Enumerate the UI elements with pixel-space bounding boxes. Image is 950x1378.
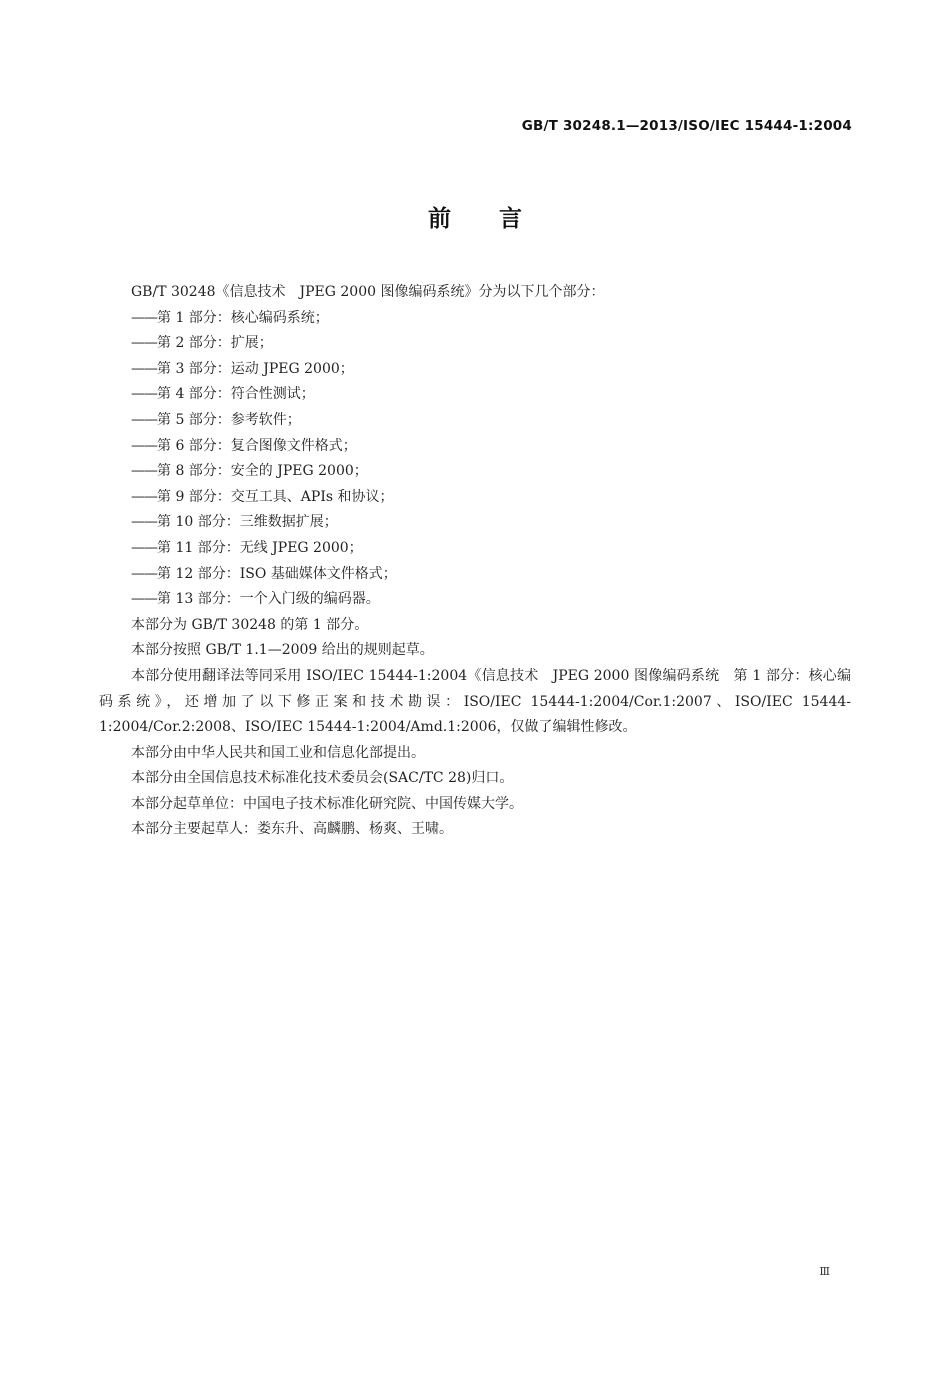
- list-dash: ——: [131, 386, 157, 403]
- list-dash: ——: [131, 514, 157, 531]
- list-dash: ——: [131, 437, 157, 454]
- list-item: [99, 536, 851, 562]
- list-item: [99, 306, 851, 332]
- paragraph: 本部分由中华人民共和国工业和信息化部提出。: [131, 744, 425, 761]
- intro-paragraph: GB/T 30248《信息技术 JPEG 2000 图像编码系统》分为以下几个部分：: [131, 284, 605, 300]
- page-title: 前言: [428, 206, 570, 232]
- paragraph: 本部分由全国信息技术标准化技术委员会(SAC/TC 28)归口。: [131, 770, 514, 787]
- paragraph: 本部分起草单位：中国电子技术标准化研究院、中国传媒大学。: [131, 795, 523, 812]
- list-item-text: 第 12 部分：ISO 基础媒体文件格式；: [157, 565, 397, 582]
- list-item-text: 第 9 部分：交互工具、APIs 和协议；: [157, 488, 394, 505]
- list-item-text: 第 4 部分：符合性测试；: [157, 386, 315, 403]
- list-dash: ——: [131, 411, 157, 428]
- list-dash: ——: [131, 360, 157, 377]
- list-item: [99, 434, 851, 460]
- parts-list: [99, 306, 851, 613]
- list-item-text: 第 3 部分：运动 JPEG 2000；: [157, 360, 354, 377]
- standard-code-header: GB/T 30248.1—2013/ISO/IEC 15444-1:2004: [521, 118, 852, 134]
- list-item-text: 第 1 部分：核心编码系统；: [157, 309, 329, 326]
- list-dash: ——: [131, 335, 157, 352]
- list-item: [99, 587, 851, 613]
- list-dash: ——: [131, 591, 157, 608]
- list-item-text: 第 2 部分：扩展；: [157, 335, 273, 352]
- foreword-body: [99, 280, 851, 843]
- list-dash: ——: [131, 539, 157, 556]
- list-item-text: 第 13 部分：一个入门级的编码器。: [157, 591, 380, 608]
- list-item: [99, 562, 851, 588]
- paragraph: 本部分使用翻译法等同采用 ISO/IEC 15444-1:2004《信息技术 JPEG 2000 图像编码系统 第 1 部分：核心编码系统》，还增加了以下修正案和技术勘误：ISO/IEC 15444-1:2004/Cor.1:2007、ISO/IEC 15444-1:2004/Cor.2:2008、ISO/IEC 15444-1:2004/Amd.1:2006，仅做了编辑性修改。: [99, 667, 851, 736]
- list-item-text: 第 5 部分：参考软件；: [157, 411, 301, 428]
- list-item: [99, 510, 851, 536]
- list-dash: ——: [131, 488, 157, 505]
- page-number: Ⅲ: [819, 1265, 830, 1278]
- list-item-text: 第 10 部分：三维数据扩展；: [157, 514, 338, 531]
- list-item: [99, 382, 851, 408]
- list-dash: ——: [131, 309, 157, 326]
- list-dash: ——: [131, 463, 157, 480]
- paragraph: 本部分按照 GB/T 1.1—2009 给出的规则起草。: [131, 642, 434, 659]
- list-item: [99, 485, 851, 511]
- list-item: [99, 331, 851, 357]
- list-item: [99, 357, 851, 383]
- list-item-text: 第 6 部分：复合图像文件格式；: [157, 437, 357, 454]
- paragraph: 本部分为 GB/T 30248 的第 1 部分。: [131, 616, 369, 633]
- list-item-text: 第 11 部分：无线 JPEG 2000；: [157, 539, 363, 556]
- list-dash: ——: [131, 565, 157, 582]
- paragraph: 本部分主要起草人：娄东升、高麟鹏、杨爽、王啸。: [131, 821, 453, 838]
- list-item: [99, 459, 851, 485]
- list-item: [99, 408, 851, 434]
- list-item-text: 第 8 部分：安全的 JPEG 2000；: [157, 463, 368, 480]
